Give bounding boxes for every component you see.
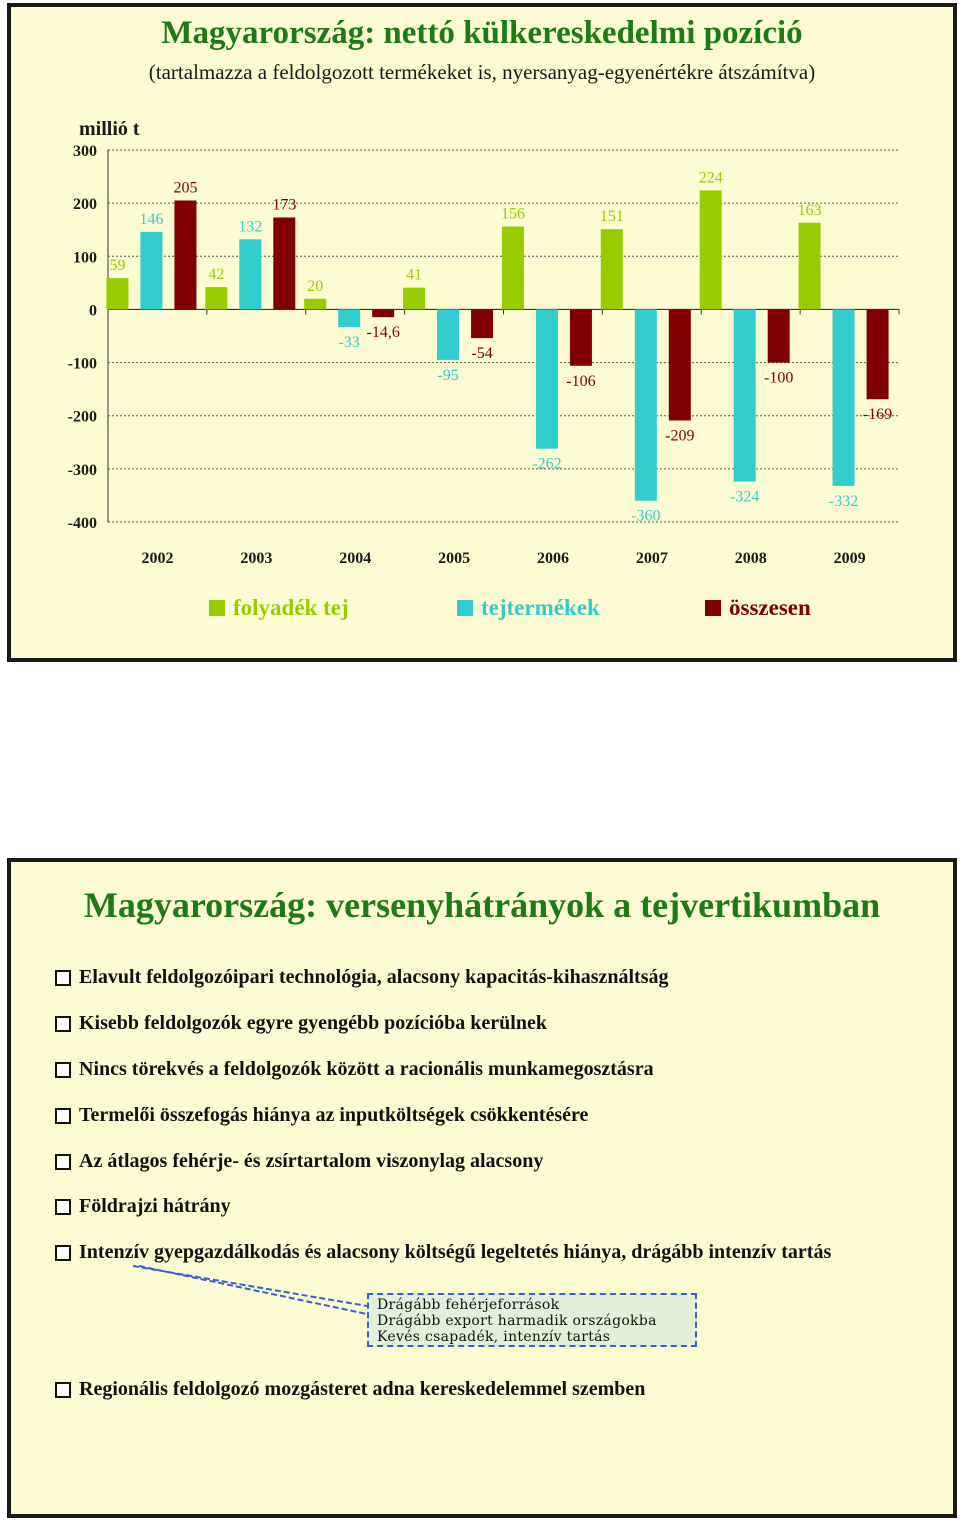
bar	[635, 309, 657, 500]
data-label: -169	[862, 406, 893, 424]
data-label: 151	[599, 208, 624, 226]
bullet-text: Termelői összefogás hiánya az inputköltségek csökkentésére	[79, 1104, 589, 1126]
legend-item-folyadek-tej	[209, 594, 349, 622]
bar	[372, 309, 394, 317]
data-label: -209	[665, 427, 695, 445]
data-label: -262	[532, 455, 562, 473]
legend-swatch	[457, 600, 473, 616]
bar	[403, 288, 425, 310]
bar	[799, 223, 821, 310]
legend-label: tejtermékek	[481, 595, 600, 620]
bar-chart	[11, 7, 953, 657]
checkbox-bullet-icon	[55, 1382, 71, 1398]
bullet-text: Intenzív gyepgazdálkodás és alacsony költségű legeltetés hiánya, drágább intenzív tartás	[79, 1241, 832, 1263]
chart-title: Magyarország: nettó külkereskedelmi pozíció	[161, 15, 803, 51]
bar	[734, 309, 756, 481]
x-tick-label: 2008	[734, 550, 767, 567]
data-label: -95	[437, 366, 459, 384]
y-tick-label: -300	[67, 461, 97, 479]
bar	[502, 227, 524, 310]
callout-line: Drágább export harmadik országokba	[377, 1313, 657, 1329]
data-label: 173	[272, 196, 297, 214]
bar	[669, 309, 691, 420]
bar	[601, 229, 623, 309]
legend-swatch	[705, 600, 721, 616]
legend-item-osszesen	[705, 594, 811, 622]
y-tick-label: -200	[67, 408, 97, 426]
callout-line: Kevés csapadék, intenzív tartás	[377, 1329, 611, 1345]
legend-swatch	[209, 600, 225, 616]
data-label: 132	[238, 218, 263, 236]
bar	[174, 200, 196, 309]
bar	[768, 309, 790, 362]
x-tick-label: 2002	[141, 550, 174, 567]
y-tick-label: 100	[73, 249, 97, 267]
bar	[304, 299, 326, 310]
bar	[140, 232, 162, 310]
bullet-text: Regionális feldolgozó mozgásteret adna kereskedelemmel szemben	[79, 1378, 646, 1400]
x-tick-label: 2005	[438, 550, 471, 567]
data-label: 156	[500, 205, 525, 223]
callout-line: Drágább fehérjeforrások	[377, 1297, 560, 1313]
x-tick-label: 2007	[635, 550, 668, 567]
bar	[239, 239, 261, 309]
y-axis-label: millió t	[79, 118, 140, 140]
data-label: 59	[109, 257, 126, 275]
bar	[536, 309, 558, 448]
callout-connector	[11, 862, 953, 1512]
bar	[867, 309, 889, 399]
data-label: 41	[406, 266, 423, 284]
data-label: -33	[338, 333, 360, 351]
bar	[338, 309, 360, 327]
x-tick-label: 2006	[536, 550, 569, 567]
bullet-text: Földrajzi hátrány	[79, 1195, 231, 1217]
bar	[437, 309, 459, 359]
data-label: 224	[698, 169, 723, 187]
bar	[273, 217, 295, 309]
data-label: 42	[208, 266, 225, 284]
bar	[205, 287, 227, 309]
data-label: -332	[828, 492, 859, 510]
data-label: -324	[730, 488, 760, 506]
chart-subtitle: (tartalmazza a feldolgozott termékeket is, nyersanyag-egyenértékre átszámítva)	[148, 60, 816, 84]
data-label: -360	[631, 507, 661, 525]
bullet-text: Kisebb feldolgozók egyre gyengébb pozícióba kerülnek	[79, 1012, 547, 1034]
y-tick-label: -100	[67, 355, 97, 373]
data-label: -14,6	[366, 324, 400, 342]
bullet-text: Elavult feldolgozóipari technológia, alacsony kapacitás-kihasználtság	[79, 966, 669, 988]
data-label: 20	[307, 277, 324, 295]
bar	[570, 309, 592, 365]
y-tick-label: 200	[73, 196, 97, 214]
data-label: -100	[764, 369, 794, 387]
data-label: 146	[139, 210, 164, 228]
bar	[700, 190, 722, 309]
data-label: 163	[797, 201, 822, 219]
callout-box	[367, 1293, 697, 1347]
bar	[833, 309, 855, 485]
x-tick-label: 2009	[833, 550, 866, 567]
legend-item-tejtermekek	[457, 594, 600, 622]
text-slide	[7, 858, 957, 1518]
bullet-text: Az átlagos fehérje- és zsírtartalom viszonylag alacsony	[79, 1150, 544, 1172]
y-tick-label: -400	[67, 515, 97, 532]
legend-label: folyadék tej	[233, 595, 349, 620]
bullet-item	[55, 1378, 645, 1401]
data-label: -54	[471, 345, 493, 363]
slide-title: Magyarország: versenyhátrányok a tejvertikumban	[83, 885, 881, 925]
bar	[106, 278, 128, 309]
x-tick-label: 2003	[240, 550, 273, 567]
y-tick-label: 300	[73, 143, 97, 160]
data-label: 205	[173, 179, 198, 197]
bar	[471, 309, 493, 338]
chart-slide	[7, 3, 957, 662]
y-tick-label: 0	[89, 302, 97, 320]
legend-label: összesen	[729, 595, 811, 620]
data-label: -106	[566, 372, 596, 390]
x-tick-label: 2004	[339, 550, 372, 567]
bullet-text: Nincs törekvés a feldolgozók között a racionális munkamegosztásra	[79, 1058, 654, 1080]
